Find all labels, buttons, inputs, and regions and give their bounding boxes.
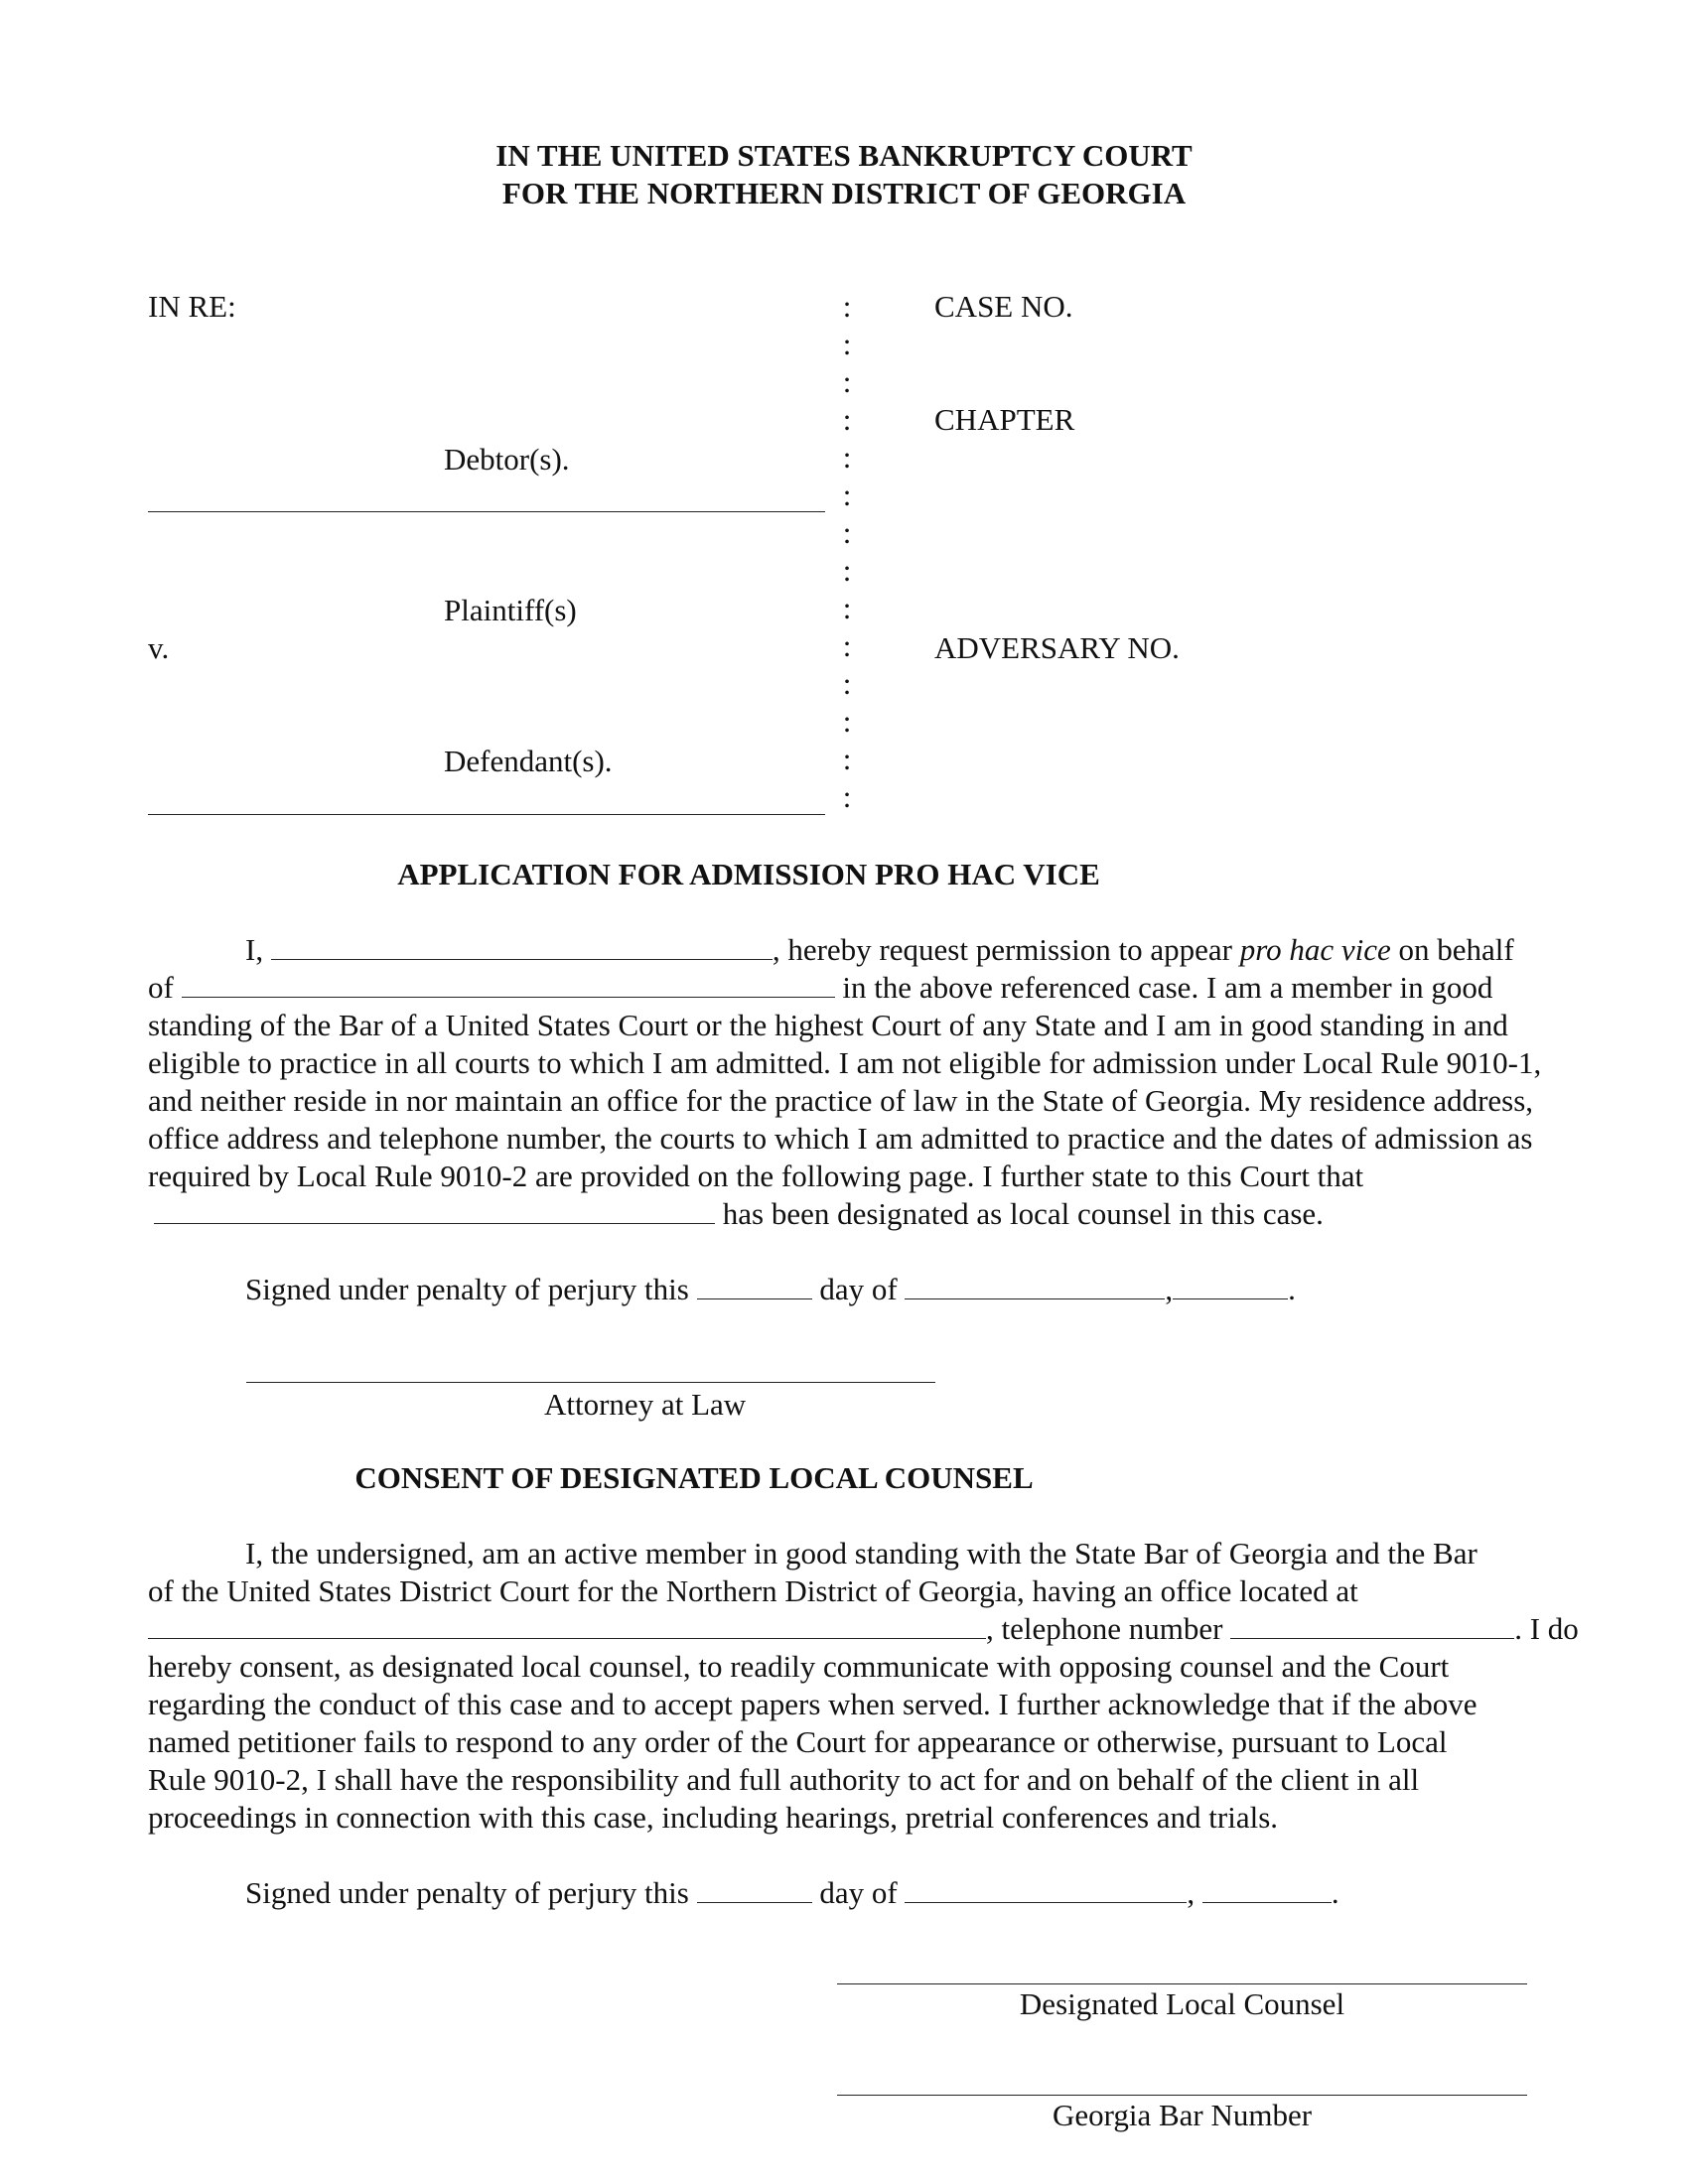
office-address-blank[interactable]: [148, 1614, 986, 1639]
application-year-blank[interactable]: [1173, 1275, 1288, 1299]
text-day-of: day of: [819, 1875, 898, 1910]
consent-line-7: Rule 9010-2, I shall have the responsibility and full authority to act for and on behalf of the client in all: [148, 1762, 1420, 1797]
text-period: .: [1331, 1875, 1339, 1910]
in-re-label: IN RE:: [148, 289, 236, 324]
colon-mark: :: [842, 704, 852, 739]
telephone-blank[interactable]: [1230, 1614, 1514, 1639]
consent-title: CONSENT OF DESIGNATED LOCAL COUNSEL: [354, 1460, 1034, 1495]
consent-signed-line: [245, 1874, 1339, 1912]
colon-mark: :: [842, 440, 852, 475]
application-line-1: [245, 931, 1514, 969]
colon-mark: :: [842, 478, 852, 512]
text-comma: ,: [1187, 1875, 1196, 1910]
client-name-blank[interactable]: [182, 973, 835, 998]
pro-hac-vice-italic: pro hac vice: [1239, 932, 1391, 967]
consent-line-1: I, the undersigned, am an active member in good standing with the State Bar of Georgia and the Bar: [245, 1536, 1477, 1570]
georgia-bar-number-label: Georgia Bar Number: [1052, 2098, 1313, 2132]
bar-number-rule[interactable]: [837, 2095, 1527, 2096]
text-i: I,: [245, 932, 264, 967]
text-comma: ,: [1165, 1272, 1174, 1306]
debtor-label: Debtor(s).: [444, 442, 570, 477]
application-month-blank[interactable]: [905, 1275, 1165, 1299]
court-title: IN THE UNITED STATES BANKRUPTCY COURT: [495, 138, 1193, 173]
application-line-2: [148, 969, 1492, 1007]
consent-line-4: hereby consent, as designated local counsel, to readily communicate with opposing counsel and the Court: [148, 1649, 1450, 1684]
defendant-rule[interactable]: [148, 814, 825, 815]
text-day-of: day of: [819, 1272, 898, 1306]
consent-line-5: regarding the conduct of this case and to accept papers when served. I further acknowledge that if the above: [148, 1687, 1477, 1721]
colon-mark: :: [842, 779, 852, 814]
text-request: , hereby request permission to appear: [772, 932, 1232, 967]
application-day-blank[interactable]: [697, 1275, 812, 1299]
application-line-6: office address and telephone number, the courts to which I am admitted to practice and the dates of admission as: [148, 1121, 1533, 1156]
colon-mark: :: [842, 553, 852, 588]
debtor-rule[interactable]: [148, 511, 825, 512]
colon-mark: :: [842, 515, 852, 550]
application-signed-line: [245, 1271, 1296, 1308]
colon-mark: :: [842, 364, 852, 399]
defendant-label: Defendant(s).: [444, 744, 613, 778]
colon-mark: :: [842, 402, 852, 437]
colon-mark: :: [842, 327, 852, 361]
local-counsel-name-blank[interactable]: [154, 1199, 715, 1224]
consent-month-blank[interactable]: [905, 1878, 1187, 1903]
text-telephone: , telephone number: [986, 1611, 1223, 1646]
local-counsel-signature-rule[interactable]: [837, 1983, 1527, 1984]
consent-year-blank[interactable]: [1202, 1878, 1332, 1903]
chapter-label: CHAPTER: [934, 402, 1075, 437]
attorney-signature-rule[interactable]: [246, 1382, 935, 1383]
consent-line-3: [148, 1610, 1579, 1648]
text-i-do: . I do: [1514, 1611, 1579, 1646]
application-line-7: required by Local Rule 9010-2 are provided on the following page. I further state to this Court that: [148, 1159, 1364, 1193]
application-title: APPLICATION FOR ADMISSION PRO HAC VICE: [397, 857, 1100, 891]
colon-mark: :: [842, 628, 852, 663]
designated-local-counsel-label: Designated Local Counsel: [1019, 1986, 1345, 2021]
text-referenced-case: in the above referenced case. I am a member in good: [842, 970, 1493, 1005]
text-of: of: [148, 970, 174, 1005]
text-period: .: [1288, 1272, 1296, 1306]
court-district: FOR THE NORTHERN DISTRICT OF GEORGIA: [501, 176, 1187, 210]
versus-label: v.: [148, 630, 170, 665]
application-line-5: and neither reside in nor maintain an office for the practice of law in the State of Georgia. My residence address,: [148, 1083, 1534, 1118]
text-signed: Signed under penalty of perjury this: [245, 1875, 689, 1910]
colon-mark: :: [842, 666, 852, 701]
text-designated: has been designated as local counsel in this case.: [722, 1196, 1324, 1231]
application-line-8: [154, 1195, 1324, 1233]
case-no-label: CASE NO.: [934, 289, 1073, 324]
text-signed: Signed under penalty of perjury this: [245, 1272, 689, 1306]
colon-mark: :: [842, 289, 852, 324]
consent-line-8: proceedings in connection with this case, including hearings, pretrial conferences and trials.: [148, 1800, 1279, 1835]
colon-mark: :: [842, 742, 852, 776]
consent-day-blank[interactable]: [697, 1878, 812, 1903]
attorney-at-law-label: Attorney at Law: [544, 1387, 747, 1422]
applicant-name-blank[interactable]: [271, 935, 773, 960]
text-on-behalf: on behalf: [1398, 932, 1514, 967]
application-line-4: eligible to practice in all courts to which I am admitted. I am not eligible for admission under Local Rule 9010-1,: [148, 1045, 1542, 1080]
consent-line-6: named petitioner fails to respond to any order of the Court for appearance or otherwise, pursuant to Local: [148, 1724, 1448, 1759]
plaintiff-label: Plaintiff(s): [444, 593, 577, 627]
colon-mark: :: [842, 591, 852, 625]
application-line-3: standing of the Bar of a United States Court or the highest Court of any State and I am in good standing in and: [148, 1008, 1508, 1042]
consent-line-2: of the United States District Court for the Northern District of Georgia, having an office located at: [148, 1573, 1358, 1608]
adversary-no-label: ADVERSARY NO.: [934, 630, 1180, 665]
